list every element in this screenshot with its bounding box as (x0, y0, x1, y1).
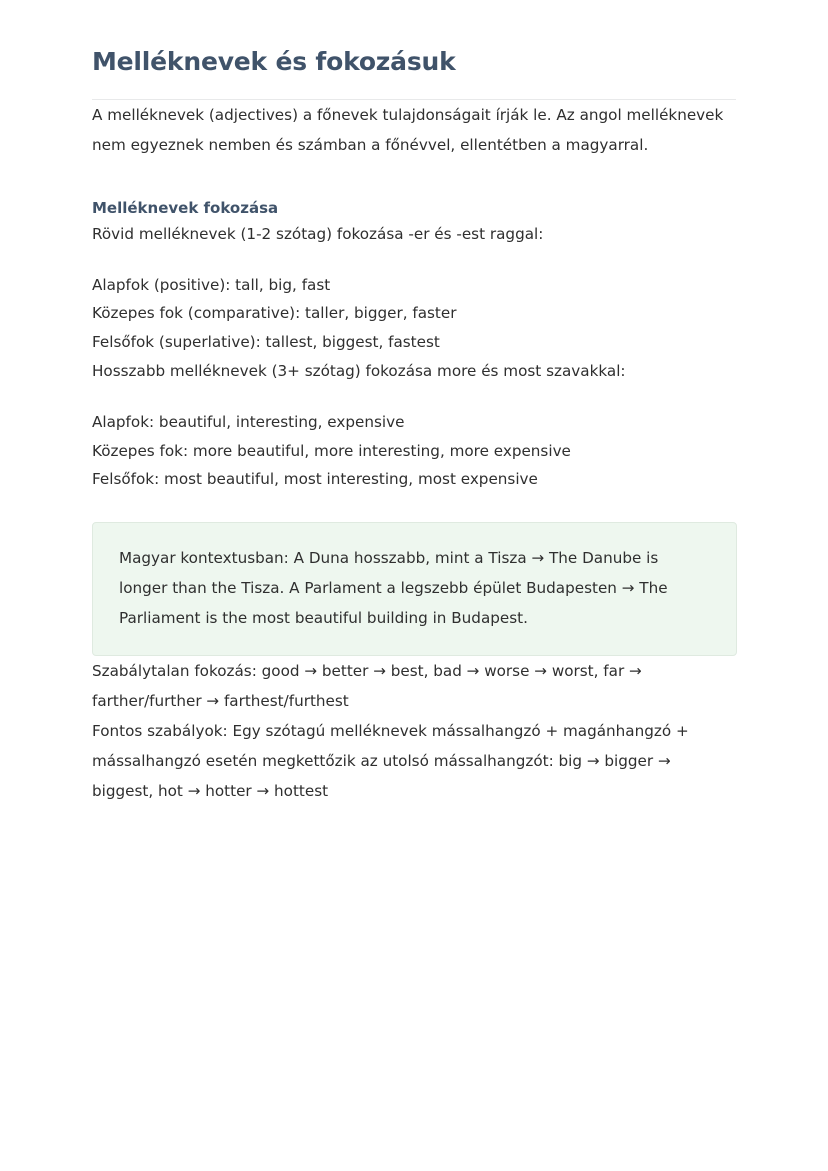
list-item: Közepes fok: more beautiful, more interesting, more expensive (92, 441, 571, 460)
long-adjectives-lead: Hosszabb melléknevek (3+ szótag) fokozása more és most szavakkal: (92, 362, 626, 381)
list-item: Közepes fok (comparative): taller, bigger, faster (92, 304, 457, 323)
intro-paragraph: A melléknevek (adjectives) a főnevek tulajdonságait írják le. Az angol melléknevek nem egyeznek nemben és számban a főnévvel, ellentétben a magyarral. (92, 106, 724, 155)
section-heading-wrap (92, 199, 736, 219)
list-item: Alapfok (positive): tall, big, fast (92, 275, 331, 294)
long-adjective-degree-list (92, 408, 736, 494)
short-adjective-degree-list (92, 271, 736, 357)
hungarian-context-callout (92, 522, 737, 656)
list-item: Felsőfok (superlative): tallest, biggest, fastest (92, 332, 440, 351)
page-title: Melléknevek és fokozásuk (92, 47, 456, 76)
list-item: Alapfok: beautiful, interesting, expensive (92, 413, 405, 432)
important-rules-paragraph: Fontos szabályok: Egy szótagú melléknevek mássalhangzó + magánhangzó + mássalhangzó esetén megkettőzik az utolsó mássalhangzót: big → bigger → biggest, hot → hotter → hottest (92, 721, 689, 800)
section-heading-comparison: Melléknevek fokozása (92, 199, 279, 218)
irregular-comparison-paragraph: Szabálytalan fokozás: good → better → best, bad → worse → worst, far → farther/further → farthest/furthest (92, 661, 642, 710)
callout-text: Magyar kontextusban: A Duna hosszabb, mint a Tisza → The Danube is longer than the Tisza. A Parlament a legszebb épület Budapesten → The Parliament is the most beautiful building in Budapest. (119, 548, 668, 627)
short-adjectives-lead: Rövid melléknevek (1-2 szótag) fokozása -er és -est raggal: (92, 224, 544, 243)
list-item: Felsőfok: most beautiful, most interesting, most expensive (92, 470, 538, 489)
